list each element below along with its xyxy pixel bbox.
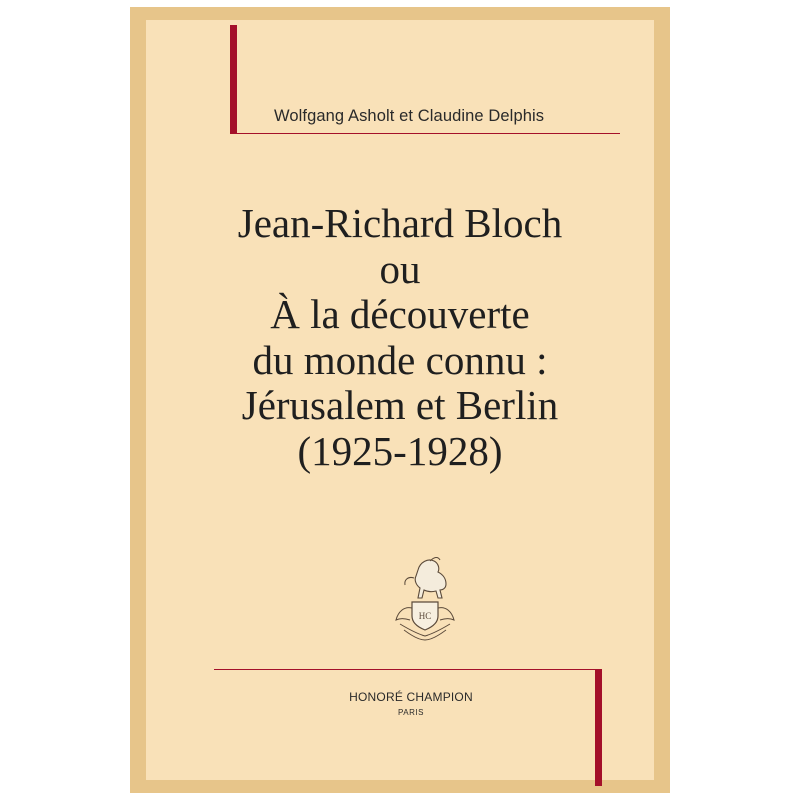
emblem-monogram: HC [418, 611, 432, 621]
title-line: du monde connu : [252, 336, 548, 383]
publisher-place: PARIS [398, 708, 424, 717]
authors: Wolfgang Asholt et Claudine Delphis [274, 107, 545, 125]
book-title [146, 201, 654, 474]
top-accent-rule [230, 133, 620, 134]
cover-panel [146, 20, 654, 780]
title-line: (1925-1928) [297, 427, 503, 474]
publisher-emblem-icon [390, 552, 460, 644]
bottom-accent-rule [214, 669, 602, 670]
top-accent-bar [230, 25, 237, 133]
bottom-accent-bar [595, 670, 602, 786]
title-line: À la découverte [270, 291, 530, 337]
title-line: Jean-Richard Bloch [237, 200, 563, 246]
title-line: Jérusalem et Berlin [241, 382, 559, 428]
book-cover [130, 7, 670, 793]
publisher-name: HONORÉ CHAMPION [349, 690, 473, 704]
title-line: ou [379, 245, 421, 292]
